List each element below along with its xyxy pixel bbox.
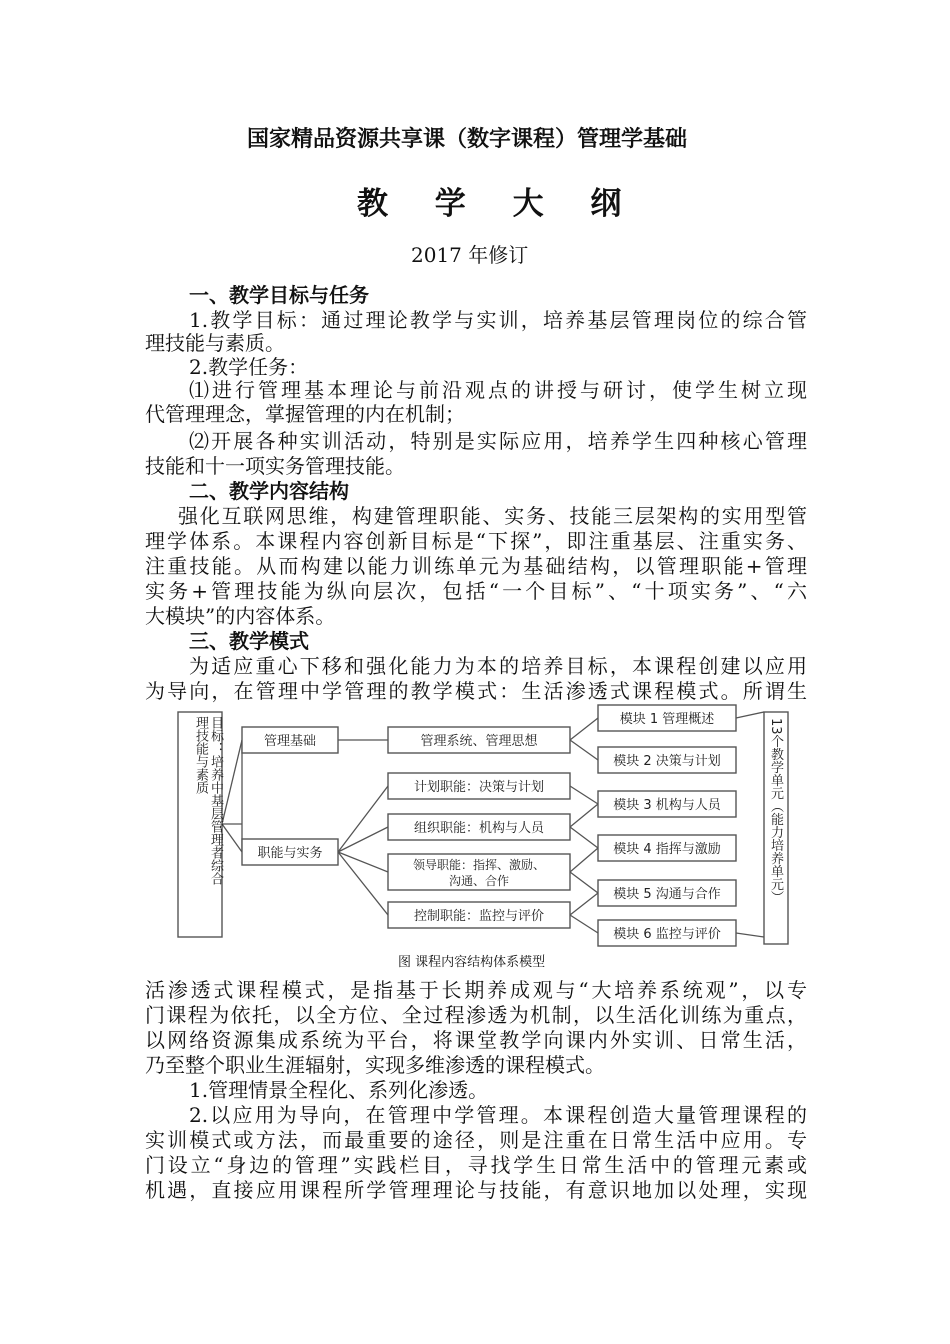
units-label: 13个教学单元（能力培养单元） bbox=[768, 718, 783, 904]
paragraph-line: ⑴进行管理基本理论与前沿观点的讲授与研讨，使学生树立现 bbox=[189, 378, 807, 402]
leading-label-line1: 领导职能：指挥、激励、 bbox=[412, 858, 546, 872]
section3-heading: 三、教学模式 bbox=[189, 629, 309, 653]
goal-text bbox=[193, 716, 223, 931]
paragraph-line: 门课程为依托，以全方位、全过程渗透为机制，以生活化训练为重点， bbox=[145, 1003, 807, 1027]
document-title: 教 学 大 纲 bbox=[357, 186, 640, 222]
section2-heading: 二、教学内容结构 bbox=[189, 479, 349, 503]
list-item-1: 1.管理情景全程化、系列化渗透。 bbox=[189, 1078, 489, 1102]
paragraph-line: 大模块”的内容体系。 bbox=[145, 604, 336, 628]
paragraph-line: ⑵开展各种实训活动，特别是实际应用，培养学生四种核心管理 bbox=[189, 429, 807, 453]
connector bbox=[222, 824, 242, 852]
paragraph-line: 乃至整个职业生涯辐射，实现多维渗透的课程模式。 bbox=[145, 1053, 605, 1077]
connector bbox=[222, 740, 242, 852]
paragraph-line: 2.以应用为导向，在管理中学管理。本课程创造大量管理课程的 bbox=[189, 1103, 807, 1127]
paragraph-line: 技能和十一项实务管理技能。 bbox=[145, 454, 405, 478]
paragraph-line: 理技能与素质。 bbox=[145, 331, 285, 355]
paragraph-line: 活渗透式课程模式，是指基于长期养成观与“大培养系统观”，以专 bbox=[145, 978, 807, 1002]
course-structure-diagram bbox=[170, 700, 795, 975]
paragraph-line: 理学体系。本课程内容创新目标是“下探”，即注重基层、注重实务、 bbox=[145, 529, 807, 553]
connector bbox=[570, 718, 598, 760]
document-subtitle: 国家精品资源共享课（数字课程）管理学基础 bbox=[247, 127, 688, 152]
paragraph-line: 机遇，直接应用课程所学管理理论与技能，有意识地加以处理，实现 bbox=[145, 1178, 807, 1202]
module-2-label: 模块 2 决策与计划 bbox=[613, 754, 721, 769]
foundation-label: 管理基础 bbox=[263, 734, 317, 749]
goal-text-column-2: 理技能与素质 bbox=[193, 716, 208, 794]
paragraph-line: 以网络资源集成系统为平台，将课堂教学向课内外实训、日常生活， bbox=[145, 1028, 807, 1052]
paragraph-line: 注重技能。从而构建以能力训练单元为基础结构，以管理职能+管理 bbox=[145, 554, 807, 578]
paragraph-line: 门设立“身边的管理”实践栏目，寻找学生日常生活中的管理元素或 bbox=[145, 1153, 807, 1177]
module-4-label: 模块 4 指挥与激励 bbox=[613, 842, 721, 857]
paragraph-line: 为导向，在管理中学管理的教学模式：生活渗透式课程模式。所谓生 bbox=[145, 679, 807, 703]
paragraph-line: 2.教学任务： bbox=[189, 355, 309, 379]
goal-text-column-1: 目标：培养中基层管理者综合 bbox=[208, 716, 223, 885]
connector bbox=[222, 740, 242, 824]
paragraph-line: 代管理理念，掌握管理的内在机制； bbox=[145, 402, 465, 426]
connector bbox=[338, 786, 388, 915]
revision-note: 2017 年修订 bbox=[411, 243, 529, 267]
module-3-label: 模块 3 机构与人员 bbox=[613, 798, 721, 813]
planning-label: 计划职能：决策与计划 bbox=[413, 780, 545, 795]
leading-label-line2: 沟通、合作 bbox=[448, 874, 510, 888]
system-thought-label: 管理系统、管理思想 bbox=[420, 734, 538, 749]
controlling-label: 控制职能：监控与评价 bbox=[413, 909, 545, 924]
paragraph-line: 1.教学目标：通过理论教学与实训，培养基层管理岗位的综合管 bbox=[189, 308, 807, 332]
module-6-label: 模块 6 监控与评价 bbox=[613, 927, 721, 942]
paragraph-line: 为适应重心下移和强化能力为本的培养目标，本课程创建以应用 bbox=[189, 654, 807, 678]
connector bbox=[570, 786, 598, 933]
paragraph-line: 实务+管理技能为纵向层次，包括“一个目标”、“十项实务”、“六 bbox=[145, 579, 807, 603]
module-5-label: 模块 5 沟通与合作 bbox=[613, 887, 721, 902]
connector bbox=[736, 712, 764, 937]
functions-label: 职能与实务 bbox=[257, 846, 323, 861]
organizing-label: 组织职能：机构与人员 bbox=[413, 821, 545, 836]
section1-heading: 一、教学目标与任务 bbox=[189, 283, 369, 307]
paragraph-line: 实训模式或方法，而最重要的途径，则是注重在日常生活中应用。专 bbox=[145, 1128, 807, 1152]
paragraph-line: 强化互联网思维，构建管理职能、实务、技能三层架构的实用型管 bbox=[178, 504, 807, 528]
module-1-label: 模块 1 管理概述 bbox=[619, 712, 715, 727]
figure-caption: 图 课程内容结构体系模型 bbox=[398, 955, 546, 970]
